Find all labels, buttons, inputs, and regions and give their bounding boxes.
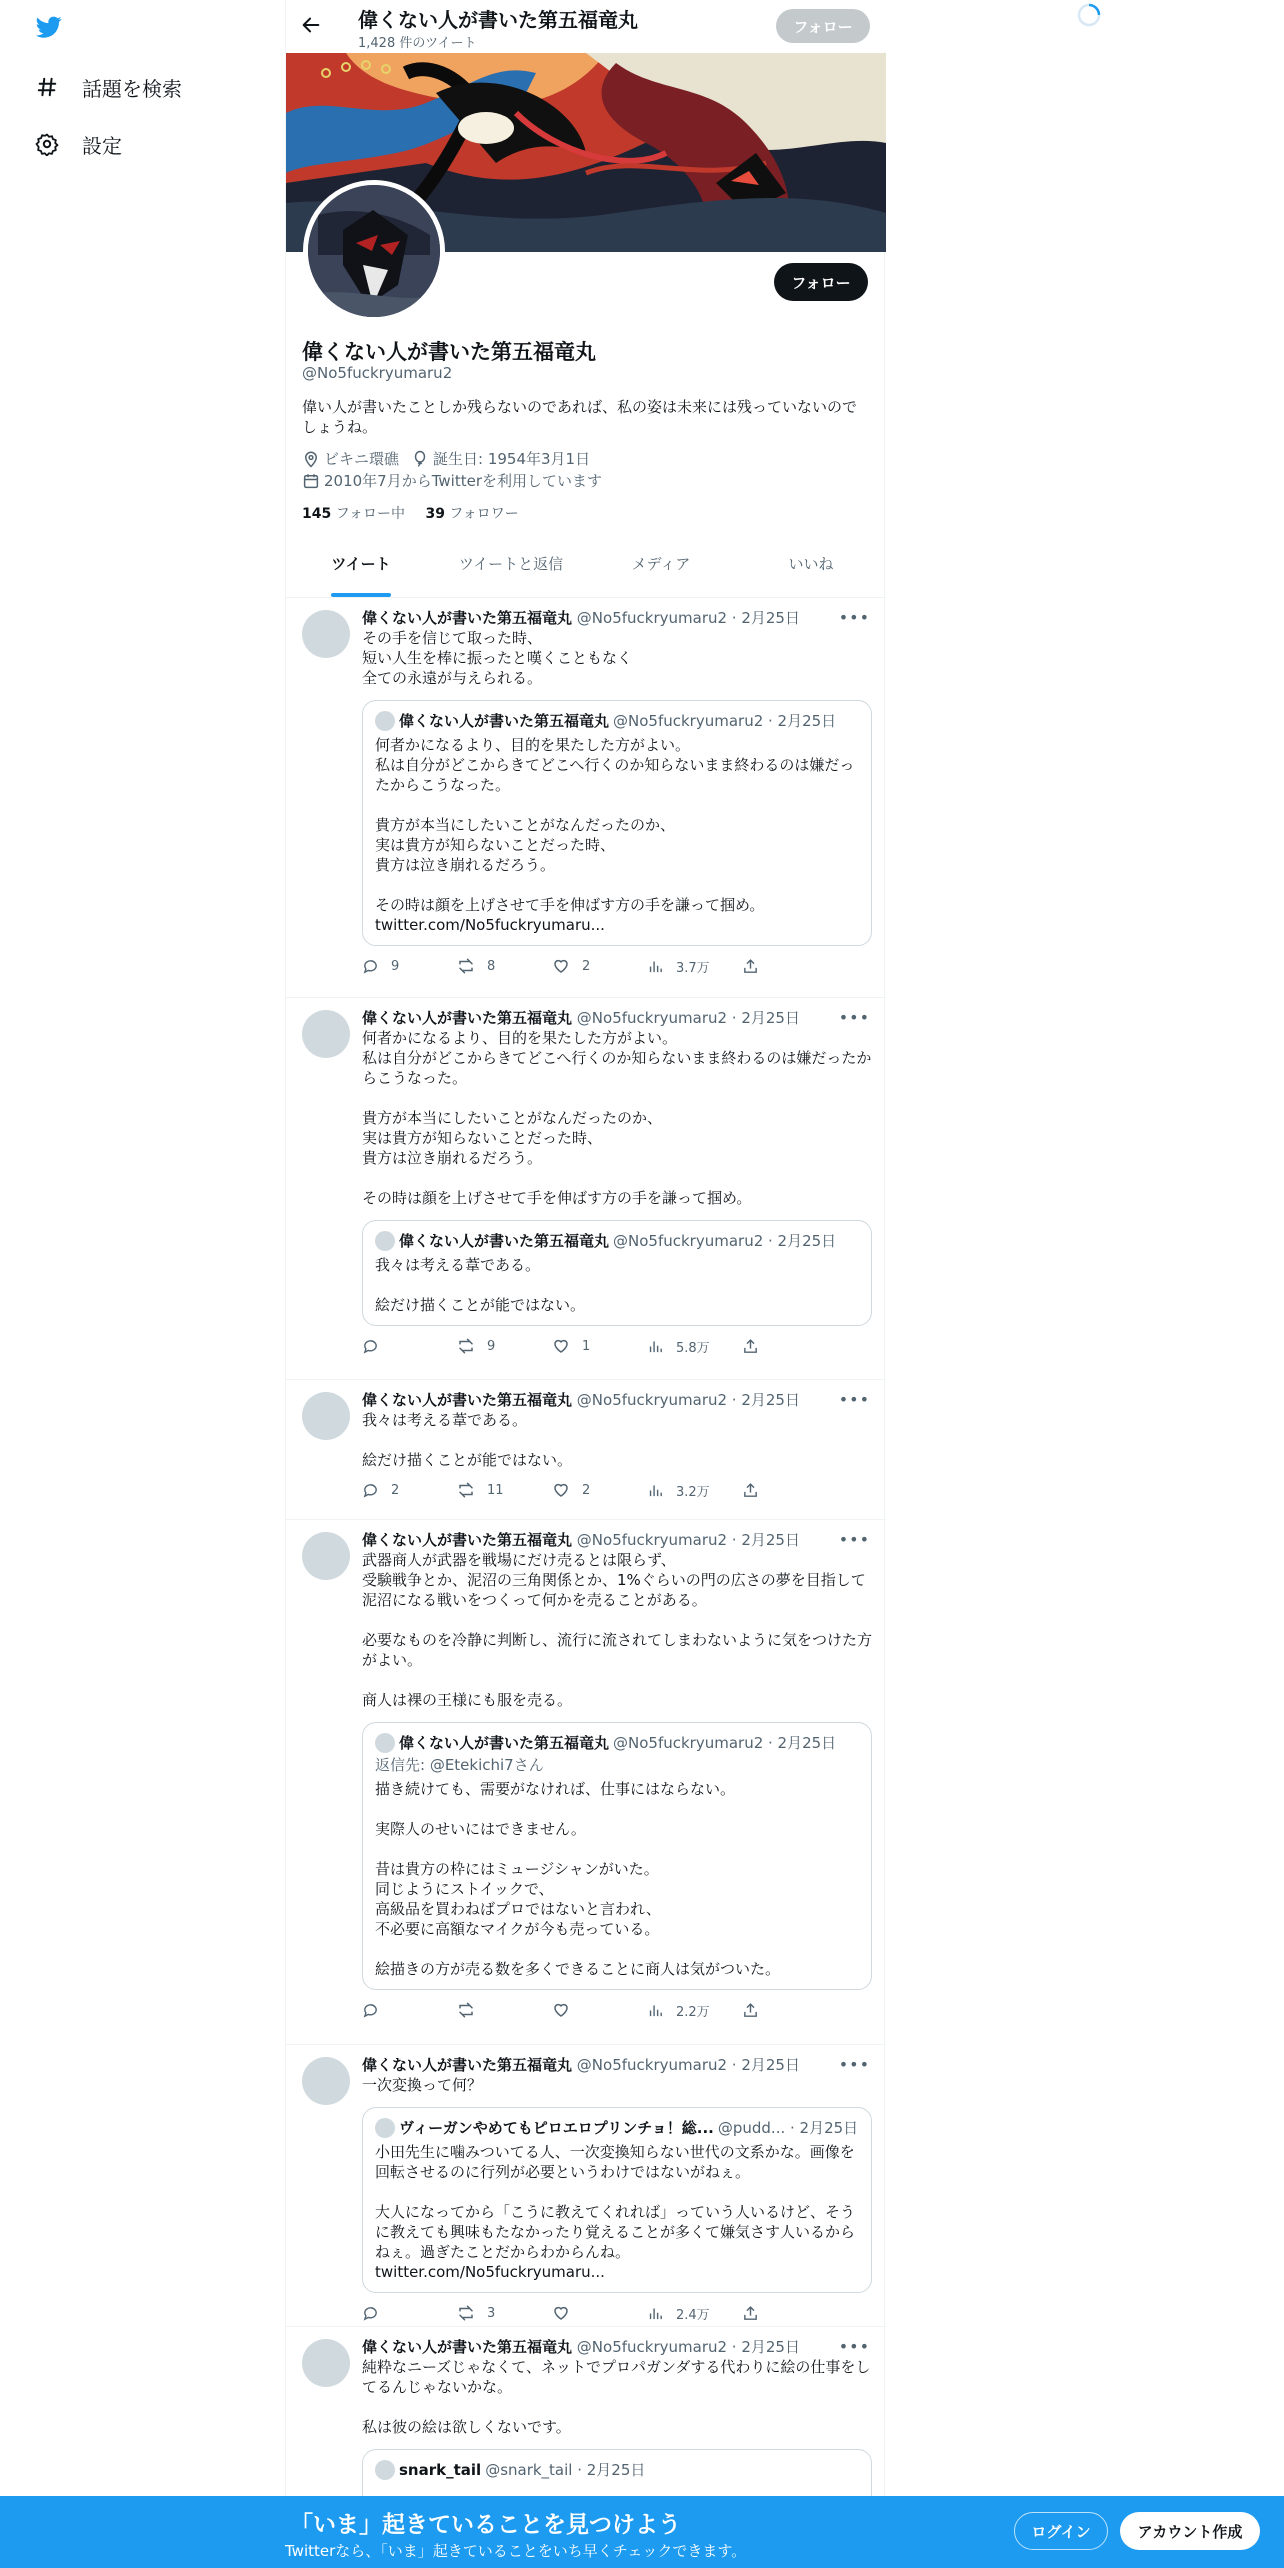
more-options-icon[interactable]: ••• [838,1390,870,1409]
loading-spinner-icon [1076,2,1102,28]
like-button[interactable]: 2 [552,1481,647,1499]
sidebar-item-label: 設定 [82,133,122,158]
tweet-avatar[interactable] [302,1392,350,1440]
views-button[interactable]: 5.8万 [647,1337,742,1356]
profile-name: 偉くない人が書いた第五福竜丸 [302,340,596,364]
retweet-button[interactable]: 3 [457,2304,552,2322]
tweet-actions [362,956,872,976]
follow-button[interactable]: フォロー [774,263,868,301]
views-button[interactable]: 2.2万 [647,2001,742,2020]
quoted-tweet[interactable] [362,1722,872,1990]
quoted-avatar [375,2118,395,2138]
share-icon [742,2002,759,2019]
heart-icon [552,2001,570,2019]
retweet-icon [457,1337,475,1355]
profile-joined-date: 2010年7月からTwitterを利用しています [324,471,602,490]
tweet-body [362,2055,872,2323]
reply-icon [362,958,379,975]
tweet-header [362,1390,872,1410]
quoted-tweet-header [375,1733,859,1753]
tweet-body [362,1008,872,1356]
retweet-button[interactable] [457,2001,552,2019]
tweet[interactable] [286,998,886,1380]
profile-header-bar [286,0,886,52]
tweet-body [362,608,872,976]
location-icon [302,450,320,468]
sidebar-item-settings[interactable] [34,127,122,161]
tweet-author-name[interactable]: 偉くない人が書いた第五福竜丸 [362,609,573,627]
reply-button[interactable] [362,1338,457,1355]
share-button[interactable] [742,1338,771,1355]
profile-birthday: 誕生日: 1954年3月1日 [433,449,591,468]
gear-icon [34,131,60,157]
quoted-tweet-header [375,2460,859,2480]
heart-icon [552,1337,570,1355]
tweet-handle-date[interactable]: @No5fuckryumaru2 · 2月25日 [576,1009,800,1027]
retweet-button[interactable]: 8 [457,957,552,975]
quoted-author-name: 偉くない人が書いた第五福竜丸 [399,1232,610,1250]
quoted-tweet-text: 描き続けても、需要がなければ、仕事にはならない。 実際人のせいにはできません。 昔は貴方の枠にはミュージシャンがいた。 同じようにストイックで、 高級品を買わねばプロではないと言われ、 不必要に高額なマイクが今も売っている。 絵描きの方が売る数を多くできることに商人は気がついた。 [375,1780,781,1978]
quoted-tweet-text: 小田先生に噛みついてる人、一次変換知らない世代の文系かな。画像を回転させるのに行列が必要というわけではないがねぇ。 大人になってから「こうに教えてくれれば」っていう人いるけど、そうに教えても興味もたなかったり覚えることが多くて嫌気さす人いるからねぇ。過ぎたことだからわからんね。 twitter.com/No5fuckryumaru... [375,2143,856,2281]
tweet-actions [362,1480,872,1500]
balloon-icon [411,450,429,468]
tweet-actions [362,1336,872,1356]
analytics-icon [647,1338,664,1355]
quoted-handle-date: @snark_tail · 2月25日 [485,2461,646,2479]
reply-icon [362,2002,379,2019]
hashtag-icon [34,74,60,100]
quoted-handle-date: @No5fuckryumaru2 · 2月25日 [613,1734,837,1752]
quoted-avatar [375,711,395,731]
tweet-handle-date[interactable]: @No5fuckryumaru2 · 2月25日 [576,1391,800,1409]
twitter-bird-icon[interactable] [34,14,64,40]
retweet-button[interactable]: 11 [457,1481,552,1499]
tweet-handle-date[interactable]: @No5fuckryumaru2 · 2月25日 [576,2056,800,2074]
tweet-actions [362,2303,872,2323]
reply-icon [362,2305,379,2322]
tweet-avatar[interactable] [302,1010,350,1058]
analytics-icon [647,1482,664,1499]
tab-likes[interactable]: いいね [788,555,834,573]
heart-icon [552,2304,570,2322]
tweet-avatar[interactable] [302,610,350,658]
tweet-author-name[interactable]: 偉くない人が書いた第五福竜丸 [362,1531,573,1549]
quoted-author-name: snark_tail [399,2461,482,2479]
quoted-tweet-header [375,2118,859,2138]
tweet-author-name[interactable]: 偉くない人が書いた第五福竜丸 [362,2056,573,2074]
profile-column [285,0,885,2568]
reply-button[interactable] [362,2002,457,2019]
quoted-tweet-header [375,711,859,731]
quoted-tweet[interactable] [362,2107,872,2293]
tweet-header [362,608,872,628]
quoted-tweet[interactable] [362,700,872,946]
analytics-icon [647,958,664,975]
tweet-text: 武器商人が武器を戦場にだけ売るとは限らず、 受験戦争とか、泥沼の三角関係とか、1%ぐらいの門の広さの夢を目指して泥沼になる戦いをつくって何かを売ることがある。 必要なものを冷静に判断し、流行に流されてしまわないように気をつけた方がよい。 商人は裸の王様にも服を売る。 [362,1551,873,1709]
quoted-reply-to[interactable]: 返信先: @Etekichi7さん [375,1756,544,1774]
like-button[interactable] [552,2304,647,2322]
tweet-avatar[interactable] [302,2057,350,2105]
quoted-tweet-text: 何者かになるより、目的を果たした方がよい。 私は自分がどこからきてどこへ行くのか知らないまま終わるのは嫌だったからこうなった。 貴方が本当にしたいことがなんだったのか、 実は貴方が知らないことだった時、 貴方は泣き崩れるだろう。 その時は顔を上げさせて手を伸ばす方の手を謙って掴め。 twitter.com/No5fuckryumaru... [375,736,855,934]
tab-tweets[interactable]: ツイート [286,545,436,597]
tweet-header [362,2337,872,2357]
tweet-handle-date[interactable]: @No5fuckryumaru2 · 2月25日 [576,609,800,627]
tweet-header [362,2055,872,2075]
tweet[interactable] [286,598,886,998]
quoted-handle-date: @pudd... · 2月25日 [717,2119,859,2137]
like-button[interactable]: 1 [552,1337,647,1355]
sidebar-item-explore[interactable] [34,70,182,104]
share-button[interactable] [742,958,771,975]
quoted-tweet-text: 我々は考える葦である。 絵だけ描くことが能ではない。 [375,1256,586,1314]
profile-avatar[interactable] [303,180,445,322]
tweet-text: その手を信じて取った時、 短い人生を棒に振ったと嘆くこともなく 全ての永遠が与えられる。 [362,629,633,687]
share-button[interactable] [742,2002,771,2019]
tweet-handle-date[interactable]: @No5fuckryumaru2 · 2月25日 [576,2338,800,2356]
quoted-avatar [375,1733,395,1753]
heart-icon [552,1481,570,1499]
more-options-icon[interactable]: ••• [838,2337,870,2356]
followers-link[interactable]: 39 フォロワー [425,506,519,522]
tweet[interactable] [286,2045,886,2327]
quoted-avatar [375,2460,395,2480]
login-prompt-title: 「いま」起きていることを見つけよう [290,2512,681,2538]
quoted-author-name: 偉くない人が書いた第五福竜丸 [399,712,610,730]
header-tweet-count: 1,428 件のツイート [358,36,477,51]
retweet-icon [457,2304,475,2322]
views-button[interactable]: 3.2万 [647,1481,742,1500]
reply-button[interactable] [362,2305,457,2322]
header-follow-button[interactable]: フォロー [776,9,870,43]
like-button[interactable]: 2 [552,957,647,975]
tweet[interactable] [286,1380,886,1520]
retweet-button[interactable]: 9 [457,1337,552,1355]
views-button[interactable]: 3.7万 [647,957,742,976]
analytics-icon [647,2305,664,2322]
share-icon [742,958,759,975]
share-button[interactable] [742,1482,771,1499]
tweet-avatar[interactable] [302,1532,350,1580]
tweet-header [362,1008,872,1028]
tweet-author-name[interactable]: 偉くない人が書いた第五福竜丸 [362,1009,573,1027]
share-icon [742,2305,759,2322]
tab-tweets-and-replies[interactable]: ツイートと返信 [458,555,564,573]
signup-button[interactable]: アカウント作成 [1120,2512,1260,2550]
reply-icon [362,1482,379,1499]
login-prompt-subtitle: Twitterなら、「いま」起きていることをいち早くチェックできます。 [285,2542,747,2560]
tweet-body [362,1390,872,1500]
tweet-text: 我々は考える葦である。 絵だけ描くことが能ではない。 [362,1411,573,1469]
quoted-handle-date: @No5fuckryumaru2 · 2月25日 [613,712,837,730]
share-icon [742,1482,759,1499]
header-profile-name: 偉くない人が書いた第五福竜丸 [358,8,638,32]
quoted-author-name: ヴィーガンやめてもピロエロプリンチョ！総... [399,2119,714,2137]
analytics-icon [647,2002,664,2019]
reply-button[interactable]: 9 [362,958,457,975]
reply-button[interactable]: 2 [362,1482,457,1499]
reply-icon [362,1338,379,1355]
tweet-text: 何者かになるより、目的を果たした方がよい。 私は自分がどこからきてどこへ行くのか知らないまま終わるのは嫌だったからこうなった。 貴方が本当にしたいことがなんだったのか、 実は貴方が知らないことだった時、 貴方は泣き崩れるだろう。 その時は顔を上げさせて手を伸ばす方の手を謙って掴め。 [362,1029,872,1207]
calendar-icon [302,472,320,490]
more-options-icon[interactable]: ••• [838,608,870,627]
views-button[interactable]: 2.4万 [647,2304,742,2323]
share-icon [742,1338,759,1355]
more-options-icon[interactable]: ••• [838,2055,870,2074]
profile-meta [302,448,602,492]
quoted-tweet[interactable] [362,1220,872,1326]
profile-handle: @No5fuckryumaru2 [302,364,453,382]
retweet-icon [457,957,475,975]
retweet-icon [457,2001,475,2019]
tweet-handle-date[interactable]: @No5fuckryumaru2 · 2月25日 [576,1531,800,1549]
following-link[interactable]: 145 フォロー中 [302,506,405,522]
tab-media[interactable]: メディア [631,555,691,573]
like-button[interactable] [552,2001,647,2019]
quoted-avatar [375,1231,395,1251]
profile-tabs [286,545,886,598]
tweet[interactable] [286,1520,886,2045]
quoted-author-name: 偉くない人が書いた第五福竜丸 [399,1734,610,1752]
heart-icon [552,957,570,975]
profile-bio: 偉い人が書いたことしか残らないのであれば、私の姿は未来には残っていないのでしょうね。 [302,398,858,436]
tweet-actions [362,2000,872,2020]
login-button[interactable]: ログイン [1014,2512,1108,2550]
retweet-icon [457,1481,475,1499]
tweet-text: 純粋なニーズじゃなくて、ネットでプロパガンダする代わりに絵の仕事をしてるんじゃないかな。 私は彼の絵は欲しくないです。 [362,2358,871,2436]
avatar-artwork [308,185,440,317]
more-options-icon[interactable]: ••• [838,1530,870,1549]
tweet-author-name[interactable]: 偉くない人が書いた第五福竜丸 [362,1391,573,1409]
quoted-handle-date: @No5fuckryumaru2 · 2月25日 [613,1232,837,1250]
quoted-tweet-header [375,1231,859,1251]
login-prompt-bar [0,2496,1284,2568]
tweet-author-name[interactable]: 偉くない人が書いた第五福竜丸 [362,2338,573,2356]
tweet-header [362,1530,872,1550]
sidebar-item-label: 話題を検索 [82,76,182,101]
tweet-text: 一次変換って何？ [362,2076,483,2094]
tweet-body [362,1530,872,2020]
share-button[interactable] [742,2305,771,2322]
more-options-icon[interactable]: ••• [838,1008,870,1027]
profile-stats [302,503,519,523]
tweet-avatar[interactable] [302,2339,350,2387]
profile-location: ビキニ環礁 [324,449,400,468]
back-arrow-icon[interactable] [300,14,322,36]
